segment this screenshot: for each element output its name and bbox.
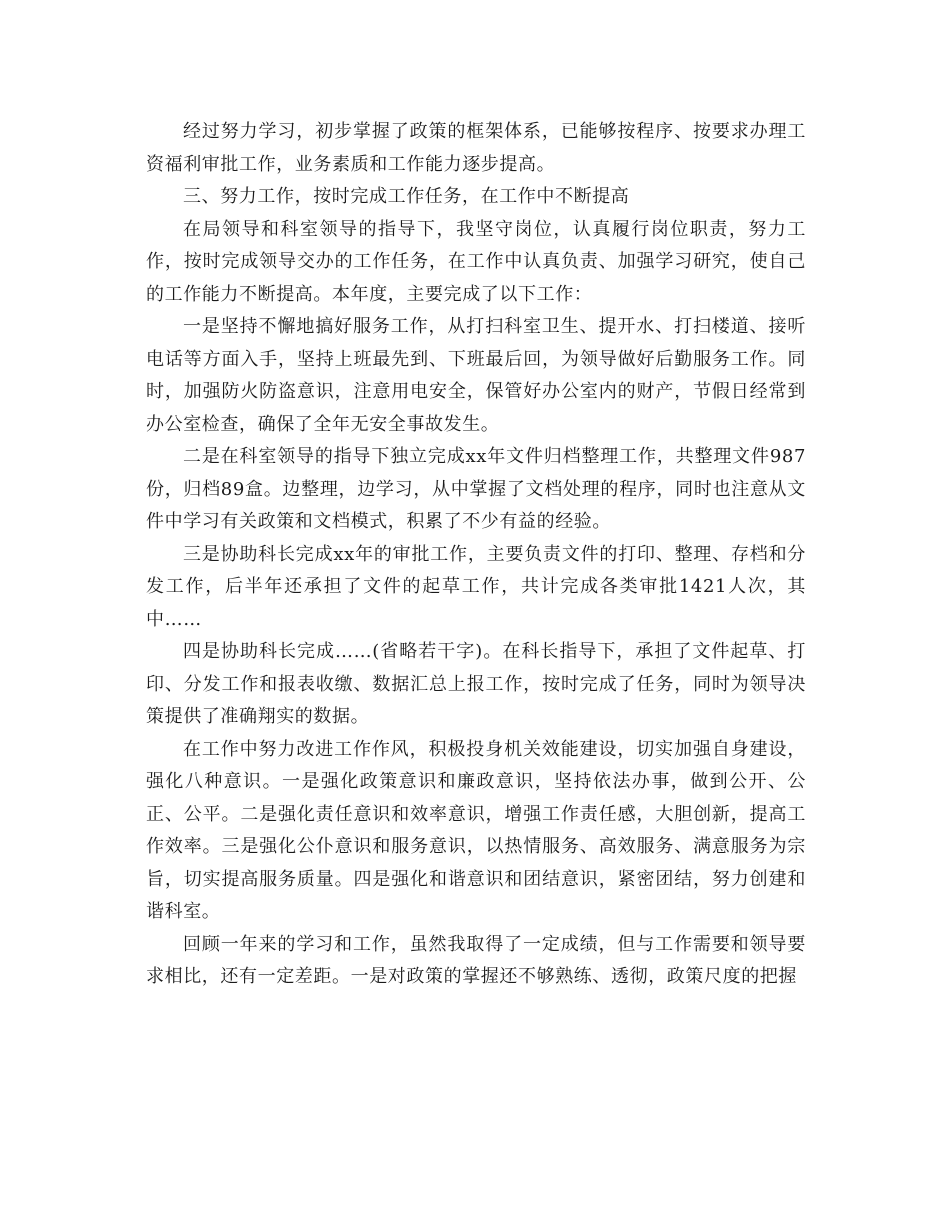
paragraph-5: 三是协助科长完成xx年的审批工作，主要负责文件的打印、整理、存档和分发工作，后半年还承担了文件的起草工作，共计完成各类审批1421人次，其中……	[146, 543, 806, 630]
paragraph-7: 在工作中努力改进工作作风，积极投身机关效能建设，切实加强自身建设，强化八种意识。一是强化政策意识和廉政意识，坚持依法办事，做到公开、公正、公平。二是强化责任意识和效率意识，增强工作责任感，大胆创新，提高工作效率。三是强化公仆意识和服务意识，以热情服务、高效服务、满意服务为宗旨，切实提高服务质量。四是强化和谐意识和团结意识，紧密团结，努力创建和谐科室。	[146, 738, 806, 922]
paragraph-3: 一是坚持不懈地搞好服务工作，从打扫科室卫生、提开水、打扫楼道、接听电话等方面入手，坚持上班最先到、下班最后回，为领导做好后勤服务工作。同时，加强防火防盗意识，注意用电安全，保管好办公室内的财产，节假日经常到办公室检查，确保了全年无安全事故发生。	[146, 316, 806, 435]
paragraph-6: 四是协助科长完成……(省略若干字)。在科长指导下，承担了文件起草、打印、分发工作和报表收缴、数据汇总上报工作，按时完成了任务，同时为领导决策提供了准确翔实的数据。	[146, 641, 806, 727]
paragraph-4: 二是在科室领导的指导下独立完成xx年文件归档整理工作，共整理文件987份，归档89盒。边整理，边学习，从中掌握了文档处理的程序，同时也注意从文件中学习有关政策和文档模式，积累了不少有益的经验。	[146, 446, 806, 532]
paragraph-1: 经过努力学习，初步掌握了政策的框架体系，已能够按程序、按要求办理工资福利审批工作，业务素质和工作能力逐步提高。	[146, 121, 806, 175]
section-heading: 三、努力工作，按时完成工作任务，在工作中不断提高	[183, 186, 630, 207]
paragraph-2: 在局领导和科室领导的指导下，我坚守岗位，认真履行岗位职责，努力工作，按时完成领导交办的工作任务，在工作中认真负责、加强学习研究，使自己的工作能力不断提高。本年度，主要完成了以下工作：	[146, 218, 806, 305]
paragraph-8: 回顾一年来的学习和工作，虽然我取得了一定成绩，但与工作需要和领导要求相比，还有一定差距。一是对政策的掌握还不够熟练、透彻，政策尺度的把握	[146, 933, 806, 987]
document-body	[146, 116, 806, 994]
